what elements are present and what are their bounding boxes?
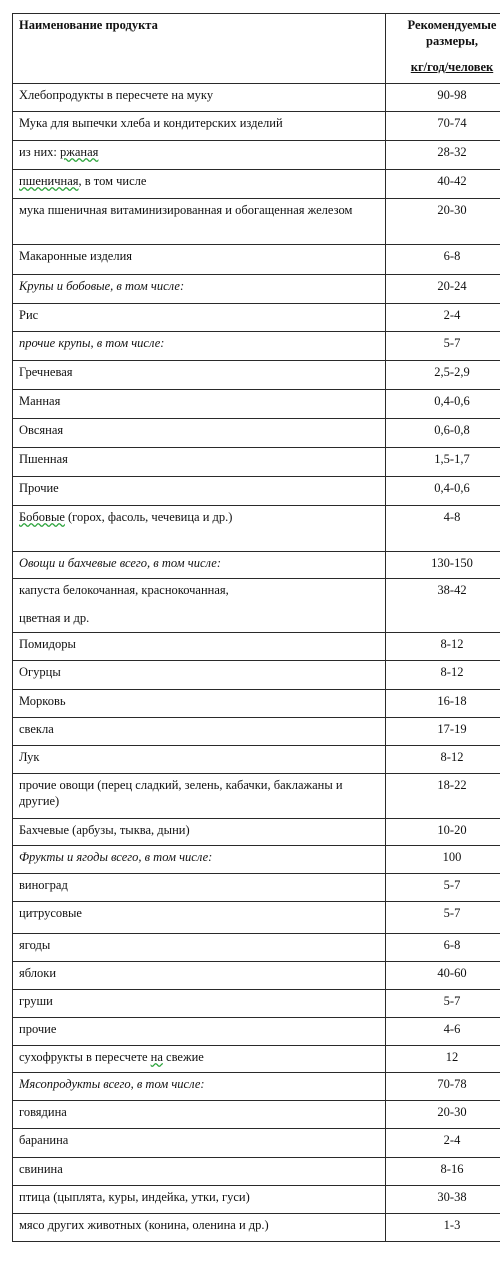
product-name-cell [13, 1101, 386, 1129]
product-name-cell [13, 112, 386, 141]
product-name-cell [13, 1129, 386, 1158]
table-row [13, 477, 500, 506]
product-name-part: (горох, фасоль, чечевица и др.) [64, 510, 233, 524]
product-name-text: виноград [19, 878, 68, 892]
product-name-text: Огурцы [19, 665, 61, 679]
recommended-value-cell: 100 [386, 846, 500, 874]
product-name-text: Рис [19, 308, 39, 322]
product-name-cell [13, 774, 386, 819]
recommended-value-cell: 2-4 [386, 304, 500, 332]
table-row [13, 390, 500, 419]
product-name-cell [13, 746, 386, 774]
product-name-text: прочие [19, 1022, 57, 1036]
product-name-part: ржаная [59, 145, 99, 159]
product-name-cell [13, 170, 386, 199]
table-row [13, 1214, 500, 1242]
product-name-text: Прочие [19, 481, 59, 495]
table-row [13, 633, 500, 661]
product-name-cell [13, 819, 386, 846]
product-name-cell [13, 1018, 386, 1046]
product-name-text: баранина [19, 1133, 69, 1147]
recommended-value-cell: 1-3 [386, 1214, 500, 1242]
table-row [13, 819, 500, 846]
product-name-text: Мука для выпечки хлеба и кондитерских изделий [19, 116, 283, 130]
table-row [13, 199, 500, 245]
recommended-value-cell: 90-98 [386, 84, 500, 112]
product-name-cell [13, 661, 386, 690]
table-row [13, 774, 500, 819]
table-row [13, 552, 500, 579]
product-name-cell [13, 1073, 386, 1101]
product-name-cell [13, 419, 386, 448]
product-name-text: ягоды [19, 938, 51, 952]
recommended-value-cell: 5-7 [386, 902, 500, 934]
recommended-value-cell: 70-74 [386, 112, 500, 141]
product-name-line2: цветная и др. [19, 611, 90, 625]
product-name-text: яблоки [19, 966, 57, 980]
recommended-value-cell: 5-7 [386, 990, 500, 1018]
recommended-value-cell: 8-12 [386, 661, 500, 690]
recommended-value-cell: 17-19 [386, 718, 500, 746]
product-name-cell [13, 477, 386, 506]
table-row [13, 141, 500, 170]
product-name-part: пшеничная [19, 174, 79, 188]
product-name-text: Макаронные изделия [19, 249, 133, 263]
product-name-part: на [150, 1050, 163, 1064]
header-product-name: Наименование продукта [13, 14, 386, 84]
table-row [13, 245, 500, 275]
product-name-text: мука пшеничная витаминизированная и обогащенная железом [19, 203, 353, 217]
product-name-text: Морковь [19, 694, 66, 708]
table-row [13, 1158, 500, 1186]
product-name-text: мясо других животных (конина, оленина и др.) [19, 1218, 269, 1232]
table-row [13, 1101, 500, 1129]
product-name-text: Овощи и бахчевые всего, в том числе: [19, 556, 221, 570]
product-name-part: Бобовые [19, 510, 65, 524]
product-name-cell [13, 84, 386, 112]
recommended-value-cell: 20-24 [386, 275, 500, 304]
table-row [13, 275, 500, 304]
recommended-value-cell: 8-16 [386, 1158, 500, 1186]
product-name-text: Бахчевые (арбузы, тыква, дыни) [19, 823, 190, 837]
table-row [13, 990, 500, 1018]
table-row [13, 718, 500, 746]
product-name-text: капуста белокочанная, краснокочанная, [19, 583, 229, 597]
product-name-text: свинина [19, 1162, 63, 1176]
product-name-cell [13, 361, 386, 390]
product-name-text: Гречневая [19, 365, 73, 379]
recommended-value-cell: 16-18 [386, 690, 500, 718]
recommended-value-cell: 38-42 [386, 579, 500, 633]
product-name-text: Фрукты и ягоды всего, в том числе: [19, 850, 213, 864]
recommended-value-cell: 2,5-2,9 [386, 361, 500, 390]
product-name-cell [13, 1046, 386, 1073]
product-name-cell [13, 846, 386, 874]
product-name-text: Крупы и бобовые, в том числе: [19, 279, 185, 293]
product-name-cell [13, 552, 386, 579]
recommended-value-cell: 5-7 [386, 874, 500, 902]
table-row [13, 934, 500, 962]
table-row [13, 579, 500, 633]
product-name-cell [13, 199, 386, 245]
recommended-value-cell: 20-30 [386, 1101, 500, 1129]
recommended-value-cell: 4-8 [386, 506, 500, 552]
product-name-cell [13, 506, 386, 552]
product-name-text: Манная [19, 394, 61, 408]
recommended-value-cell: 6-8 [386, 934, 500, 962]
header-unit: кг/год/человек [410, 60, 494, 74]
table-row [13, 874, 500, 902]
product-name-text: Овсяная [19, 423, 64, 437]
product-name-part: сухофрукты в пересчете [19, 1050, 151, 1064]
product-name-text: говядина [19, 1105, 67, 1119]
table-header-row [13, 14, 500, 84]
recommended-value-cell: 6-8 [386, 245, 500, 275]
product-name-text: прочие овощи (перец сладкий, зелень, кабачки, баклажаны и другие) [19, 778, 343, 808]
recommended-value-cell: 0,4-0,6 [386, 477, 500, 506]
table-row [13, 1018, 500, 1046]
recommended-value-cell: 10-20 [386, 819, 500, 846]
table-row [13, 690, 500, 718]
product-name-cell [13, 390, 386, 419]
product-name-cell [13, 990, 386, 1018]
table-body [13, 84, 500, 1242]
table-row [13, 304, 500, 332]
product-name-text: Мясопродукты всего, в том числе: [19, 1077, 205, 1091]
product-name-cell [13, 902, 386, 934]
table-row [13, 84, 500, 112]
recommended-value-cell: 28-32 [386, 141, 500, 170]
recommended-value-cell: 20-30 [386, 199, 500, 245]
table-row [13, 419, 500, 448]
product-name-text: Помидоры [19, 637, 76, 651]
product-name-text: Лук [19, 750, 40, 764]
recommended-value-cell: 40-60 [386, 962, 500, 990]
product-name-cell [13, 1158, 386, 1186]
product-name-cell [13, 579, 386, 633]
consumption-norms-table [12, 13, 500, 1242]
recommended-value-cell: 40-42 [386, 170, 500, 199]
recommended-value-cell: 18-22 [386, 774, 500, 819]
recommended-value-cell: 12 [386, 1046, 500, 1073]
recommended-value-cell: 0,4-0,6 [386, 390, 500, 419]
product-name-part: из них: [19, 145, 60, 159]
product-name-part: свежие [162, 1050, 204, 1064]
recommended-value-cell: 130-150 [386, 552, 500, 579]
table-row [13, 661, 500, 690]
recommended-value-cell: 2-4 [386, 1129, 500, 1158]
table-row [13, 332, 500, 361]
header-recommended-line1: Рекомендуемые [407, 18, 497, 32]
product-name-cell [13, 332, 386, 361]
product-name-cell [13, 633, 386, 661]
table-row [13, 506, 500, 552]
product-name-text: прочие крупы, в том числе: [19, 336, 165, 350]
product-name-cell [13, 934, 386, 962]
product-name-text: Хлебопродукты в пересчете на муку [19, 88, 214, 102]
table-row [13, 170, 500, 199]
product-name-cell [13, 1214, 386, 1242]
product-name-cell [13, 141, 386, 170]
recommended-value-cell: 5-7 [386, 332, 500, 361]
recommended-value-cell: 1,5-1,7 [386, 448, 500, 477]
recommended-value-cell: 8-12 [386, 746, 500, 774]
product-name-cell [13, 245, 386, 275]
product-name-text: птица (цыплята, куры, индейка, утки, гуси) [19, 1190, 250, 1204]
product-name-text: Пшенная [19, 452, 68, 466]
product-name-cell [13, 1186, 386, 1214]
header-recommended-line2: размеры, [426, 34, 478, 48]
recommended-value-cell: 30-38 [386, 1186, 500, 1214]
product-name-text: свекла [19, 722, 54, 736]
recommended-value-cell: 0,6-0,8 [386, 419, 500, 448]
table-row [13, 746, 500, 774]
product-name-cell [13, 304, 386, 332]
table-row [13, 1129, 500, 1158]
recommended-value-cell: 4-6 [386, 1018, 500, 1046]
table-row [13, 902, 500, 934]
product-name-cell [13, 962, 386, 990]
product-name-cell [13, 690, 386, 718]
table-row [13, 361, 500, 390]
table-row [13, 1186, 500, 1214]
product-name-cell [13, 718, 386, 746]
table-row [13, 1046, 500, 1073]
recommended-value-cell: 8-12 [386, 633, 500, 661]
table-row [13, 1073, 500, 1101]
table-row [13, 962, 500, 990]
table-row [13, 448, 500, 477]
table-row [13, 846, 500, 874]
product-name-cell [13, 275, 386, 304]
product-name-part: , в том числе [78, 174, 147, 188]
document [12, 13, 497, 1242]
product-name-cell [13, 448, 386, 477]
header-recommended-size [386, 14, 500, 84]
recommended-value-cell: 70-78 [386, 1073, 500, 1101]
product-name-text: цитрусовые [19, 906, 82, 920]
product-name-cell [13, 874, 386, 902]
product-name-text: груши [19, 994, 53, 1008]
table-row [13, 112, 500, 141]
